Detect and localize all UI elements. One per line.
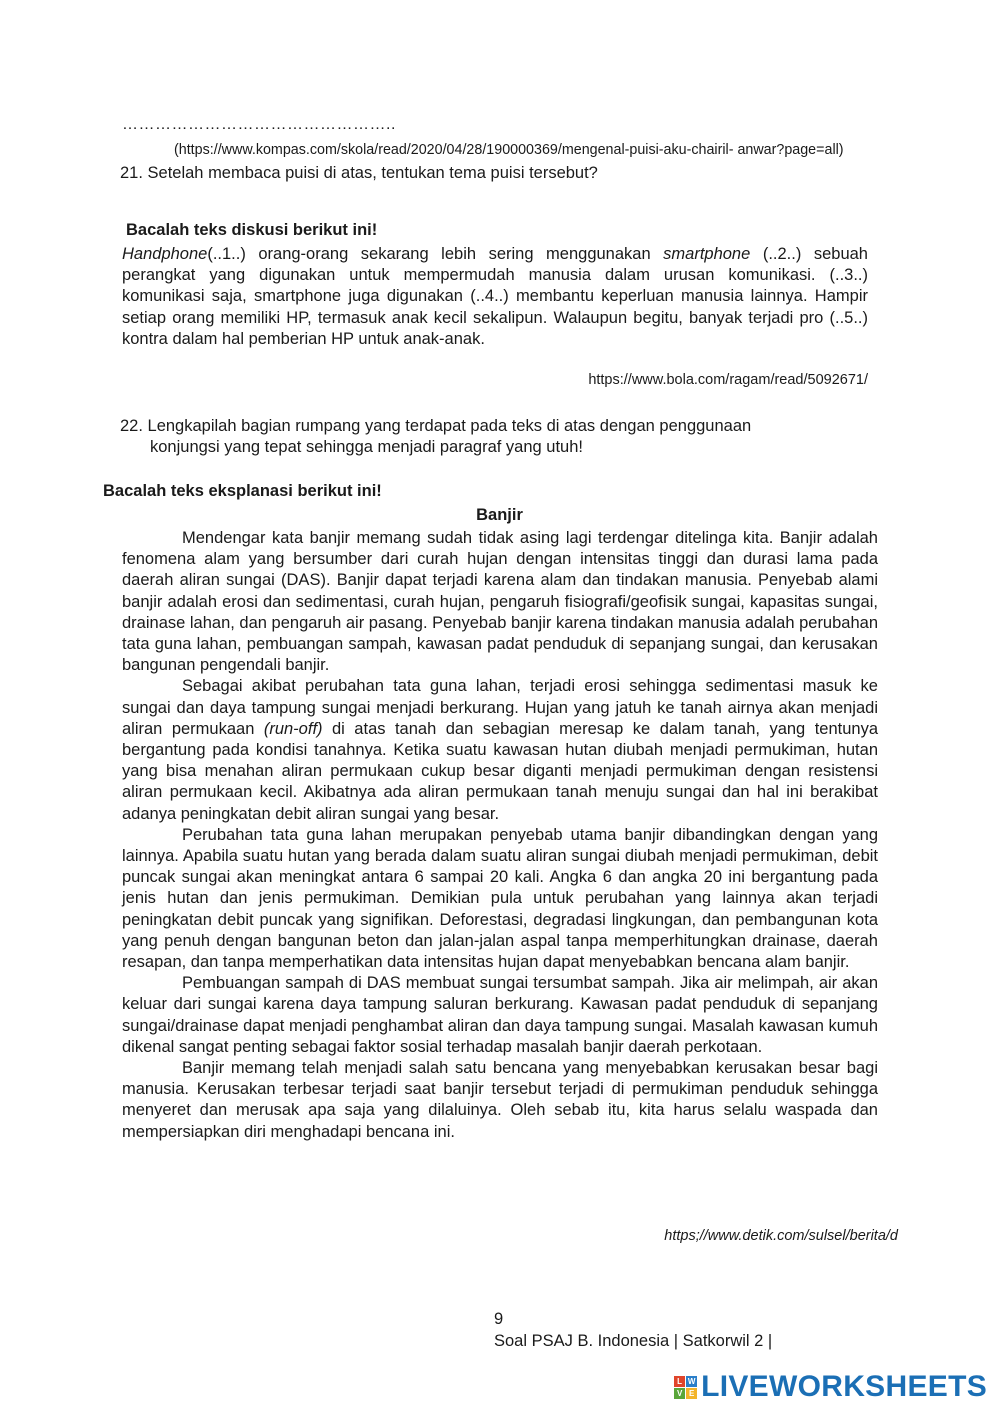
explanation-heading: Bacalah teks eksplanasi berikut ini! — [103, 482, 382, 500]
word-handphone: Handphone — [122, 245, 208, 263]
answer-dots: ………………………………………….. — [122, 116, 396, 133]
explanation-body — [122, 528, 878, 1143]
explanation-title: Banjir — [476, 506, 523, 524]
footer-label: Soal PSAJ B. Indonesia | Satkorwil 2 | — [494, 1332, 773, 1350]
discussion-part-2: (..2..) sebuah perangkat yang digunakan untuk mempermudah manusia dalam urusan komunikasi. (..3..) komunikasi saja, smartphone juga digunakan (..4..) membantu keperluan manusia lainnya. Hampir setiap orang memiliki HP, termasuk anak kecil sekalipun. Walaupun begitu, banyak terjadi pro (..5..) kontra dalam hal pemberian HP untuk anak-anak. — [122, 245, 868, 348]
paragraph-1: Mendengar kata banjir memang sudah tidak asing lagi terdengar ditelinga kita. Banjir adalah fenomena alam yang bersumber dari curah hujan dengan intensitas tinggi dan durasi lama pada daerah aliran sungai (DAS). Banjir dapat terjadi karena alam dan tindakan manusia. Penyebab alami banjir adalah erosi dan sedimentasi, curah hujan, pengaruh fisiografi/geofisik sungai, kapasitas sungai, drainase lahan, dan pengaruh air pasang. Penyebab banjir karena tindakan manusia adalah perubahan tata guna lahan, pembuangan sampah, kawasan padat penduduk di sepanjang sungai, dan kerusakan bangunan pengendali banjir. — [122, 529, 878, 675]
paragraph-2 — [122, 676, 878, 824]
logo-tile-w: W — [687, 1376, 696, 1386]
paragraph-5: Banjir memang telah menjadi salah satu bencana yang menyebabkan kerusakan besar bagi manusia. Kerusakan terbesar terjadi saat banjir tersebut terjadi di permukiman penduduk sehingga menyeret dan merusak apa saja yang dilaluinya. Oleh sebab itu, kita harus selalu waspada dan mempersiapkan diri menghadapi bencana ini. — [122, 1059, 878, 1141]
page-number: 9 — [494, 1310, 504, 1328]
logo-tile-l: L — [674, 1376, 685, 1387]
paragraph-3: Perubahan tata guna lahan merupakan penyebab utama banjir dibandingkan dengan yang lainnya. Apabila suatu hutan yang berada dalam suatu aliran sungai diubah menjadi permukiman, debit puncak sungai akan meningkat antara 6 sampai 20 kali. Angka 6 dan angka 20 ini bergantung pada jenis hutan dan jenis permukiman. Demikian pula untuk perubahan yang lainnya akan terjadi peningkatan debit puncak yang signifikan. Deforestasi, degradasi lingkungan, dan pembangunan kota yang penuh dengan bangunan beton dan jalan-jalan aspal tanpa memperhitungkan drainase, daerah resapan, dan tanpa memperhatikan data intensitas hujan dapat menyebabkan bencana alam banjir. — [122, 825, 878, 972]
source-kompas: (https://www.kompas.com/skola/read/2020/04/28/190000369/mengenal-puisi-aku-chairil- anwar?page=all) — [174, 142, 844, 158]
paragraph-4: Pembuangan sampah di DAS membuat sungai tersumbat sampah. Jika air melimpah, air akan keluar dari sungai karena daya tampung saluran berkurang. Kawasan padat penduduk di sepanjang sungai/drainase dapat menjadi penghambat aliran dan daya tampung sungai. Masalah kawasan kumuh dikenal sangat penting sebagai faktor sosial terhadap masalah banjir daerah perkotaan. — [122, 974, 878, 1056]
source-bola: https://www.bola.com/ragam/read/5092671/ — [588, 372, 868, 388]
question-21: 21. Setelah membaca puisi di atas, tentukan tema puisi tersebut? — [120, 164, 598, 182]
question-22-line-1: 22. Lengkapilah bagian rumpang yang terdapat pada teks di atas dengan penggunaan — [120, 417, 752, 435]
logo-tile-e: E — [686, 1388, 697, 1399]
liveworksheets-watermark — [674, 1370, 987, 1404]
run-off-term: (run-off) — [263, 719, 323, 738]
liveworksheets-text: LIVEWORKSHEETS — [701, 1370, 987, 1403]
source-detik: https;//www.detik.com/sulsel/berita/d — [664, 1228, 898, 1244]
discussion-part-1: (..1..) orang-orang sekarang lebih sering menggunakan — [207, 245, 664, 263]
question-22 — [120, 416, 840, 458]
logo-tile-v: V — [674, 1388, 685, 1399]
discussion-heading: Bacalah teks diskusi berikut ini! — [126, 221, 378, 239]
discussion-text — [122, 244, 868, 350]
paragraph-2-part-a: Sebagai akibat perubahan tata guna lahan, terjadi erosi sehingga sedimentasi masuk ke sungai dan daya tampung sungai menjadi berkurang. Hujan yang jatuh ke tanah airnya akan menjadi aliran permukaan — [122, 677, 878, 738]
question-22-line-2: konjungsi yang tepat sehingga menjadi paragraf yang utuh! — [150, 438, 583, 457]
word-smartphone: smartphone — [663, 245, 751, 263]
paragraph-2-part-b: di atas tanah dan sebagian meresap ke dalam tanah, yang tentunya bergantung pada kondisi tanahnya. Ketika suatu kawasan hutan diubah menjadi permukiman, hutan yang bisa menahan aliran permukaan cukup besar diganti menjadi permukiman dengan resistensi aliran permukaan kecil. Akibatnya ada aliran permukaan tanah menuju sungai dan hal ini berakibat adanya peningkatan debit aliran sungai yang besar. — [122, 719, 878, 823]
liveworksheets-logo-icon — [674, 1376, 697, 1399]
